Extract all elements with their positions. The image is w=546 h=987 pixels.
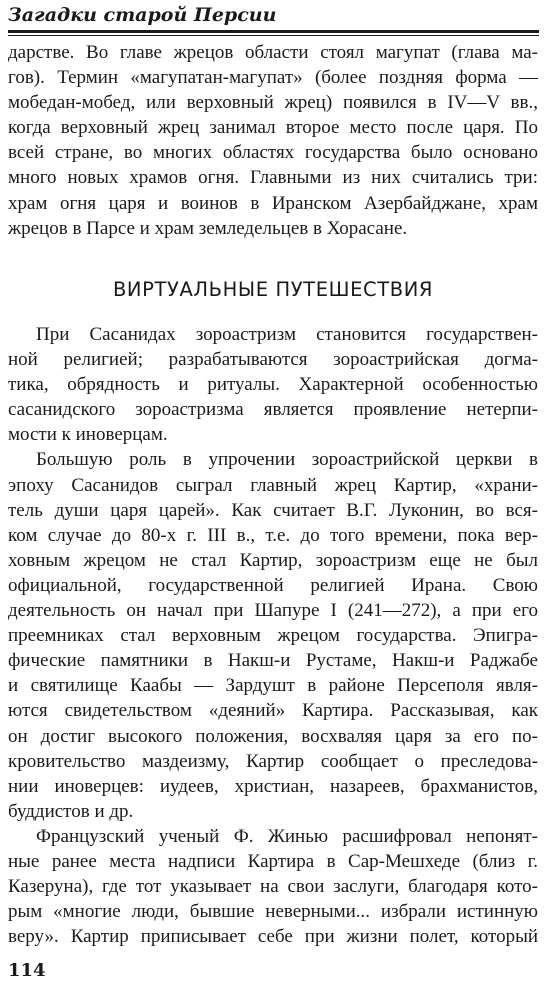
text-line: Большую роль в упрочении зороастрийской церкви в (36, 449, 538, 471)
text-line: и святилище Каабы — Зардушт в районе Персеполя явля- (8, 675, 538, 697)
text-line: много новых храмов огня. Главными из них считались три: (8, 167, 538, 189)
text-line: сасанидского зороастризма является проявление нетерпи- (8, 399, 538, 421)
text-line: деятельность он начал при Шапуре I (241—272), а при его (8, 600, 538, 622)
page-number: 114 (8, 960, 46, 981)
text-line: Французский ученый Ф. Жинью расшифровал непонят- (36, 825, 538, 847)
text-line: ной религией; разрабатываются зороастрийская догма- (8, 349, 538, 371)
text-line: кровительство маздеизму, Картир сообщает о преследова- (8, 750, 538, 772)
text-line: мости к иноверцам. (8, 424, 168, 446)
text-line: рым «многие люди, бывшие неверными... избрали истинную (8, 901, 538, 923)
text-line: тика, обрядность и ритуалы. Характерной особенностью (8, 374, 538, 396)
text-line: храм огня царя и воинов в Иранском Азербайджане, храм (8, 192, 538, 214)
text-line: фические памятники в Накш-и Рустаме, Накш-и Раджабе (8, 650, 538, 672)
section-heading: ВИРТУАЛЬНЫЕ ПУТЕШЕСТВИЯ (112, 278, 434, 301)
text-line: он достиг высокого положения, восхваляя царя за его по- (8, 725, 538, 747)
text-line: Казеруна), где тот указывает на свои заслуги, благодаря кото- (8, 876, 538, 898)
text-line: официальной, государственной религией Ирана. Свою (8, 574, 538, 596)
running-head: Загадки старой Персии (8, 4, 277, 26)
text-line: преемниках стал верховным жрецом государства. Эпигра- (8, 625, 538, 647)
text-line: ные ранее места надписи Картира в Сар-Мешхеде (близ г. (8, 850, 538, 872)
text-line: ховным жрецом не стал Картир, зороастризм еще не был (8, 549, 538, 571)
text-line: мобедан-мобед, или верховный жрец) появился в IV—V вв., (8, 92, 538, 114)
text-line: жрецов в Парсе и храм земледельцев в Хорасане. (8, 217, 408, 239)
text-line: дарстве. Во главе жрецов области стоял магупат (глава ма- (8, 42, 538, 63)
text-line: тель души царя царей». Как считает В.Г. Луконин, во вся- (8, 499, 538, 521)
text-line: гов). Термин «магупатан-магупат» (более поздняя форма — (8, 67, 538, 89)
paragraph-1 (8, 40, 538, 241)
header-rule-thin (8, 35, 539, 36)
text-line: ются свидетельством «деяний» Картира. Рассказывая, как (8, 700, 538, 722)
text-line: При Сасанидах зороастризм становится государствен- (36, 324, 538, 345)
header-rule-thick (8, 30, 539, 33)
text-line: ком случае до 80-х г. III в., т.е. до того времени, пока вер- (8, 524, 538, 546)
body-text (8, 322, 538, 949)
text-line: эпоху Сасанидов сыграл главный жрец Картир, «храни- (8, 474, 538, 496)
text-line: веру». Картир приписывает себе при жизни полет, который (8, 926, 538, 948)
text-line: буддистов и др. (8, 800, 134, 822)
text-line: всей стране, во многих областях государства было основано (8, 142, 538, 164)
text-line: нии иноверцев: иудеев, христиан, назареев, брахманистов, (8, 775, 538, 797)
text-line: когда верховный жрец занимал второе место после царя. По (8, 117, 538, 139)
